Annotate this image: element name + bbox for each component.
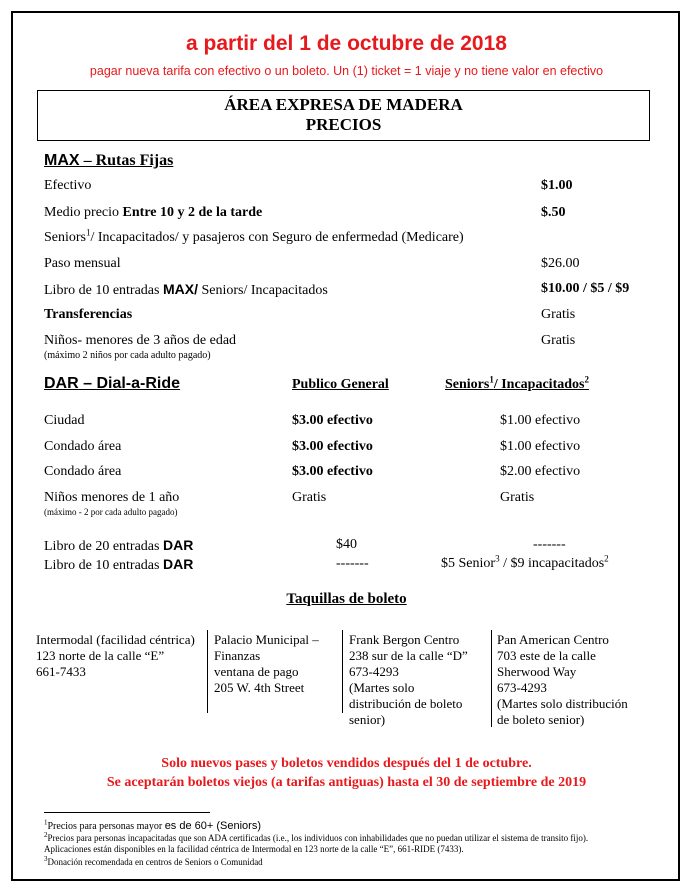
divider — [491, 630, 492, 727]
dar-col-general: Publico General — [292, 377, 389, 392]
notice-line1: Solo nuevos pases y boletos vendidos después del 1 de octubre. — [161, 756, 532, 771]
dar-row-general: $3.00 efectivo — [292, 413, 373, 428]
ticket-office: Pan American Centro 703 este de la calle Sherwood Way 673-4293 (Martes solo distribución de boleto senior) — [497, 632, 628, 727]
dar-row-general: Gratis — [292, 490, 327, 505]
max-row-label: Medio precio Entre 10 y 2 de la tarde — [44, 205, 263, 220]
dar-book10-general: ------- — [336, 556, 369, 571]
dar-book20-general: $40 — [336, 537, 357, 552]
dar-row-label: Ciudad — [44, 413, 85, 428]
dar-book10-seniors: $5 Senior$^3$ / $9 incapacitados$^2$ — [441, 553, 609, 571]
dar-row-label: Condado área — [44, 464, 122, 479]
max-row-price: Gratis — [541, 307, 576, 322]
footnote-3: $^3$Donación recomendada en centros de Seniors o Comunidad — [44, 855, 263, 867]
max-row-label: Paso mensual — [44, 256, 121, 271]
dar-book20-label: Libro de 20 entradas DAR — [44, 537, 194, 554]
ticket-office: Palacio Municipal – Finanzas ventana de pago 205 W. 4th Street — [214, 632, 319, 695]
divider — [342, 630, 343, 713]
max-row-label: Niños- menores de 3 años de edad — [44, 333, 237, 348]
dar-row-general: $3.00 efectivo — [292, 464, 373, 479]
ticket-office: Intermodal (facilidad céntrica) 123 norte de la calle “E” 661-7433 — [36, 632, 195, 679]
footnote-rule — [44, 812, 210, 813]
dar-book20-seniors: ------- — [533, 537, 566, 552]
subline: pagar nueva tarifa con efectivo o un boleto. Un (1) ticket = 1 viaje y no tiene valor en efectivo — [89, 64, 604, 78]
dar-row-general: $3.00 efectivo — [292, 439, 373, 454]
dar-row-label: Niños menores de 1 año — [44, 490, 180, 505]
dar-row-seniors: Gratis — [500, 490, 535, 505]
max-row-label: Libro de 10 entradas MAX/ Seniors/ Incapacitados — [44, 281, 328, 298]
max-row-label: Seniors$^1$/ Incapacitados/ y pasajeros con Seguro de enfermedad (Medicare) — [44, 227, 464, 245]
title-line2: PRECIOS — [305, 115, 382, 134]
footnote-2: $^2$Precios para personas incapacitadas que son ADA certificadas (i.e., los individuos con inhabilidades que no puedan utilizar el sistema de transito fijo). Aplicaciones están disponibles en la facilidad céntrica de Intermodal en 123 norte de la calle “E”, 661-RIDE (7433). — [44, 831, 589, 854]
max-row-price: Gratis — [541, 333, 576, 348]
tickets-heading: Taquillas de boleto — [286, 591, 407, 607]
title-box — [37, 90, 650, 141]
dar-heading: DAR – Dial-a-Ride — [44, 375, 181, 392]
dar-col-seniors: Seniors$^1$/ Incapacitados$^2$ — [445, 374, 589, 392]
max-row-price: $10.00 / $5 / $9 — [541, 281, 630, 296]
dar-row-seniors: $1.00 efectivo — [500, 439, 581, 454]
ticket-office: Frank Bergon Centro 238 sur de la calle “D” 673-4293 (Martes solo distribución de boleto senior) — [349, 632, 468, 727]
dar-row-seniors: $2.00 efectivo — [500, 464, 581, 479]
max-row-price: $.50 — [541, 205, 566, 220]
max-row-note: (máximo 2 niños por cada adulto pagado) — [44, 350, 211, 361]
divider — [207, 630, 208, 713]
max-row-price: $26.00 — [541, 256, 580, 271]
title-line1: ÁREA EXPRESA DE MADERA — [224, 95, 463, 114]
footnote-1: $^1$Precios para personas mayor es de 60+ (Seniors) — [44, 818, 261, 832]
dar-row-note: (máximo - 2 por cada adulto pagado) — [44, 507, 178, 517]
max-row-label: Transferencias — [44, 307, 133, 322]
max-row-price: $1.00 — [541, 178, 573, 193]
notice-line2: Se aceptarán boletos viejos (a tarifas antiguas) hasta el 30 de septiembre de 2019 — [106, 775, 587, 790]
dar-row-seniors: $1.00 efectivo — [500, 413, 581, 428]
dar-book10-label: Libro de 10 entradas DAR — [44, 556, 194, 573]
headline: a partir del 1 de octubre de 2018 — [186, 32, 507, 55]
dar-row-label: Condado área — [44, 439, 122, 454]
max-row-label: Efectivo — [44, 178, 92, 193]
max-heading: MAX – Rutas Fijas — [44, 152, 174, 169]
